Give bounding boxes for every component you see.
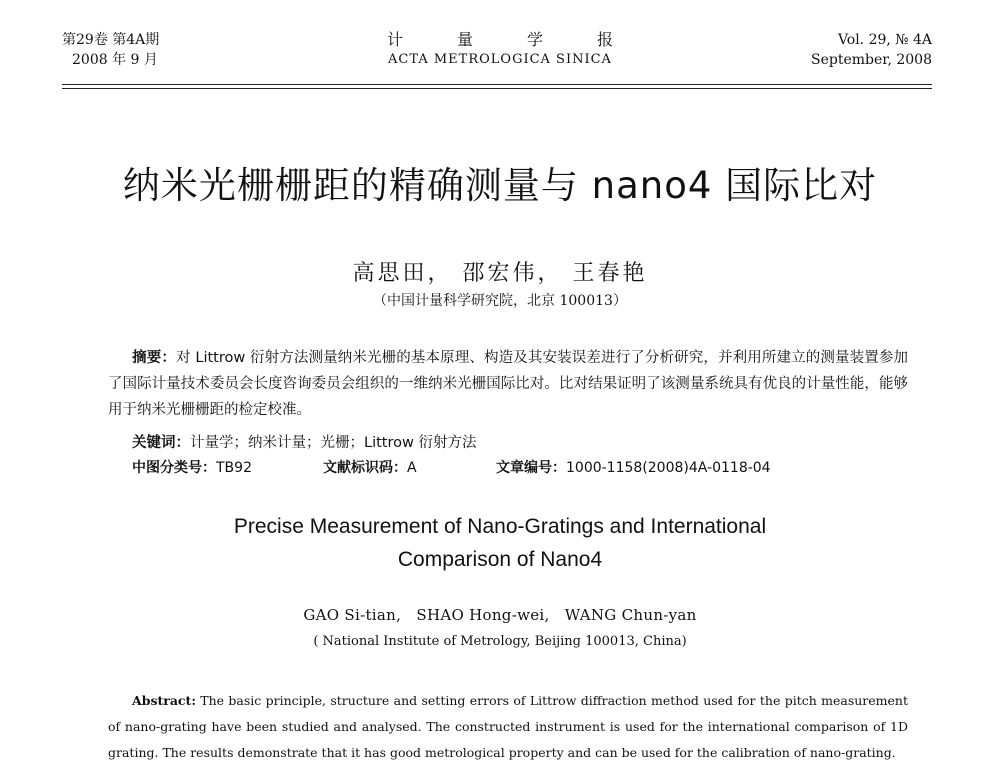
authors-en: GAO Si-tian, SHAO Hong-wei, WANG Chun-yan bbox=[303, 606, 697, 624]
article-number-label: 文章编号： bbox=[496, 460, 566, 476]
date-cn: 2008 年 9 月 bbox=[72, 52, 158, 68]
journal-name-cn: 计量学报 bbox=[386, 30, 667, 49]
authors-cn: 高思田， 邵宏伟， 王春艳 bbox=[352, 261, 648, 286]
abstract-cn bbox=[108, 345, 908, 423]
date-en: September, 2008 bbox=[811, 52, 932, 68]
paper-title-cn: 纳米光栅栅距的精确测量与 nano4 国际比对 bbox=[122, 164, 878, 207]
header-right bbox=[811, 30, 932, 70]
header-rule-bottom bbox=[62, 88, 932, 89]
abstract-cn-text: 对 Littrow 衍射方法测量纳米光栅的基本原理、构造及其安装误差进行了分析研究，并利用所建立的测量装置参加了国际计量技术委员会长度咨询委员会组织的一维纳米光栅国际比对。比对结果证明了该测量系统具有优良的计量性能，能够用于纳米光栅栅距的检定校准。 bbox=[108, 350, 908, 418]
doc-code-value: A bbox=[407, 460, 417, 476]
clc-label: 中图分类号： bbox=[132, 460, 216, 476]
clc-value: TB92 bbox=[216, 460, 252, 476]
volume-issue-en: Vol. 29, № 4A bbox=[837, 32, 932, 48]
article-number bbox=[496, 457, 771, 477]
paper-title-en bbox=[0, 510, 1000, 576]
document-code bbox=[323, 457, 417, 477]
affiliation-cn: （中国计量科学研究院，北京 100013） bbox=[373, 293, 627, 309]
header-rule-top bbox=[62, 84, 932, 85]
abstract-en-text: The basic principle, structure and setting errors of Littrow diffraction method used for the pitch measurement of nano-grating have been studied and analysed. The constructed instrument is used for the international comparison of 1D grating. The results demonstrate that it has good metrological property and can be used for the calibration of nano-grating. bbox=[108, 693, 908, 760]
paper-title-en-line1: Precise Measurement of Nano-Gratings and International bbox=[233, 515, 767, 538]
keywords-cn bbox=[132, 431, 476, 452]
journal-name-en: ACTA METROLOGICA SINICA bbox=[388, 52, 612, 67]
paper-title-en-line2: Comparison of Nano4 bbox=[397, 548, 603, 571]
keywords-cn-label: 关键词： bbox=[132, 435, 190, 451]
volume-issue-cn: 第29卷 第4A期 bbox=[62, 32, 160, 48]
abstract-cn-label: 摘要： bbox=[132, 350, 177, 366]
keywords-cn-text: 计量学；纳米计量；光栅；Littrow 衍射方法 bbox=[190, 435, 477, 451]
article-number-value: 1000-1158(2008)4A-0118-04 bbox=[566, 460, 771, 476]
doc-code-label: 文献标识码： bbox=[323, 460, 407, 476]
affiliation-en: ( National Institute of Metrology, Beijing 100013, China) bbox=[313, 634, 687, 649]
abstract-en-label: Abstract: bbox=[132, 693, 196, 708]
clc-number bbox=[132, 457, 252, 477]
abstract-en bbox=[108, 688, 908, 766]
